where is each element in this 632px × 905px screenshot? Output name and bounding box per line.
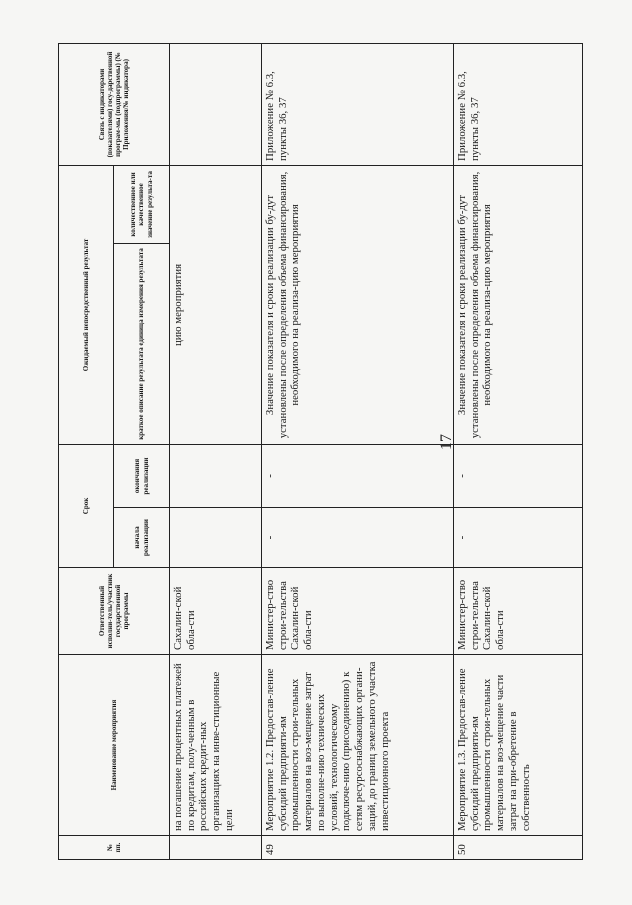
table-row xyxy=(170,43,262,859)
row-responsible: Министер-ство строи-тельства Сахалин-ской обла-сти xyxy=(262,568,454,655)
header-start: начала реализации xyxy=(114,508,170,568)
row-link: Приложение № 6.3, пункты 36, 37 xyxy=(262,43,454,165)
page-number: 17 xyxy=(438,434,455,450)
row-no: 50 xyxy=(454,836,583,860)
header-value: количественное или качественное значение результа-та xyxy=(114,165,170,243)
row-name: Мероприятие 1.3. Предостав-ление субсидий предприяти-ям промышленности строи-тельных материалов на воз-мещение части затрат на при-обретение в собственность xyxy=(454,655,583,836)
row-start: - xyxy=(262,508,454,568)
row-name: Мероприятие 1.2. Предостав-ление субсидий предприяти-ям промышленности строи-тельных материалов на воз-мещение затрат по выполне-нию технических условий, технологическому подключе-нию (присоединению) к сетям ресурсоснабжающих органи-заций, до границ земельного участка инвестиционного проекта xyxy=(262,655,454,836)
row-result: Значение показателя и сроки реализации бу-дут установлены после определения объема финансирования, необходимого на реализа-цию мероприятия xyxy=(262,165,454,444)
row-responsible: Министер-ство строи-тельства Сахалин-ской обла-сти xyxy=(454,568,583,655)
header-no: № пп. xyxy=(59,836,170,860)
header-end: окончания реализации xyxy=(114,444,170,507)
row-link xyxy=(170,43,262,165)
row-link: Приложение № 6.3, пункты 36, 37 xyxy=(454,43,583,165)
header-term: Срок xyxy=(59,444,114,567)
table-row xyxy=(262,43,454,859)
row-end: - xyxy=(454,444,583,507)
row-result: цию мероприятия xyxy=(170,165,262,444)
header-responsible: Ответственный исполни-тель/участник государственной программы xyxy=(59,568,170,655)
row-start xyxy=(170,508,262,568)
row-result: Значение показателя и сроки реализации бу-дут установлены после определения объема финансирования, необходимого на реализа-цию мероприятия xyxy=(454,165,583,444)
row-responsible: Сахалин-ской обла-сти xyxy=(170,568,262,655)
header-name: Наименование мероприятия xyxy=(59,655,170,836)
header-description: краткое описание результата единица измерения результата xyxy=(114,243,170,444)
row-end: - xyxy=(262,444,454,507)
row-no: 49 xyxy=(262,836,454,860)
measures-table xyxy=(58,43,583,860)
row-no xyxy=(170,836,262,860)
row-start: - xyxy=(454,508,583,568)
row-end xyxy=(170,444,262,507)
row-name: на погашение процентных платежей по кредитам, полу-ченным в российских кредит-ных организациях на инве-стиционные цели xyxy=(170,655,262,836)
table-row xyxy=(454,43,583,859)
header-expected: Ожидаемый непосредственный результат xyxy=(59,165,114,444)
header-link: Связь с индикаторами (показателями) госу-дарственной програм-мы (подпрограммы) (№ Приложения/№ индикатора) xyxy=(59,43,170,165)
